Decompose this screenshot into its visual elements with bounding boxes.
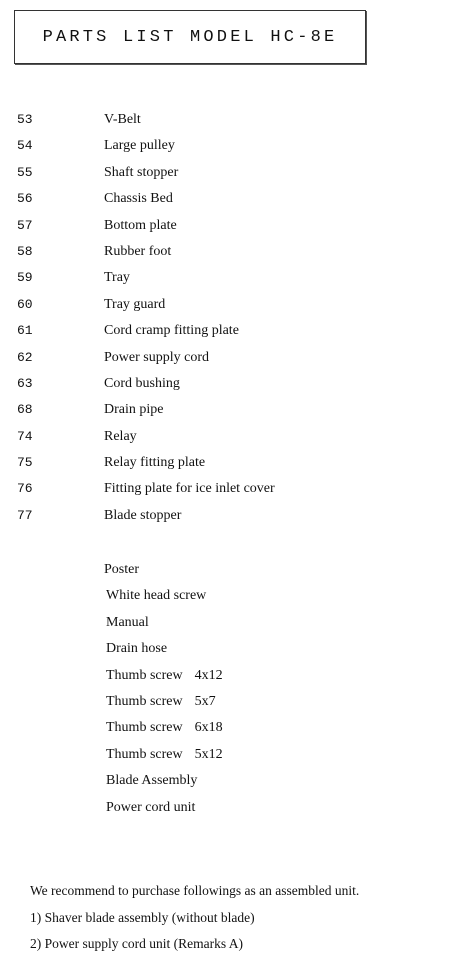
part-row xyxy=(0,133,472,159)
accessory-name: Poster xyxy=(104,562,139,577)
part-number: 62 xyxy=(17,349,33,365)
part-name: Cord cramp fitting plate xyxy=(104,323,239,339)
accessory-size: 5x7 xyxy=(194,693,216,709)
parts-list xyxy=(0,107,472,529)
accessory-item xyxy=(104,636,223,662)
accessory-item xyxy=(104,768,223,794)
accessory-name: Thumb screw xyxy=(106,693,183,709)
part-number: 53 xyxy=(17,112,33,127)
part-row xyxy=(0,107,472,133)
part-number: 55 xyxy=(17,164,33,180)
part-number: 54 xyxy=(17,138,33,154)
part-number: 56 xyxy=(17,191,33,207)
accessory-name: Power cord unit xyxy=(106,799,196,815)
accessory-item xyxy=(104,663,223,689)
part-number: 59 xyxy=(17,270,33,286)
part-row xyxy=(0,371,472,397)
part-name: Fitting plate for ice inlet cover xyxy=(104,481,275,497)
part-name: Rubber foot xyxy=(104,243,172,259)
part-number: 57 xyxy=(17,217,33,233)
accessory-list xyxy=(104,557,223,821)
part-name: Drain pipe xyxy=(104,402,164,418)
accessory-size: 6x18 xyxy=(194,720,223,736)
part-name: Chassis Bed xyxy=(104,191,173,207)
part-number: 75 xyxy=(17,455,33,471)
part-name: Relay xyxy=(104,428,137,444)
part-name: Tray guard xyxy=(104,296,166,312)
part-name: Tray xyxy=(104,270,130,286)
part-row xyxy=(0,160,472,186)
accessory-size: 4x12 xyxy=(194,667,223,683)
accessory-name: Thumb screw xyxy=(106,746,183,762)
accessory-name: White head screw xyxy=(106,588,207,604)
part-row xyxy=(0,476,472,502)
part-row xyxy=(0,292,472,318)
part-number: 76 xyxy=(17,481,33,497)
part-row xyxy=(0,450,472,476)
accessory-item xyxy=(104,715,223,741)
accessory-name: Drain hose xyxy=(106,641,168,657)
page-title: PARTS LIST MODEL HC-8E xyxy=(42,27,338,47)
part-row xyxy=(0,186,472,212)
part-number: 77 xyxy=(17,507,33,523)
accessory-name: Thumb screw xyxy=(106,667,183,683)
accessory-name: Manual xyxy=(106,614,149,630)
accessory-item xyxy=(104,742,223,768)
part-name: Large pulley xyxy=(104,138,175,154)
part-row xyxy=(0,503,472,529)
part-name: V-Belt xyxy=(104,112,141,127)
part-name: Power supply cord xyxy=(104,349,209,365)
part-row xyxy=(0,213,472,239)
part-row xyxy=(0,345,472,371)
part-number: 61 xyxy=(17,323,33,339)
accessory-size: 5x12 xyxy=(194,746,223,762)
part-number: 58 xyxy=(17,243,33,259)
part-number: 74 xyxy=(17,428,33,444)
accessory-item xyxy=(104,557,223,583)
part-row xyxy=(0,397,472,423)
part-row xyxy=(0,318,472,344)
accessory-item xyxy=(104,795,223,821)
part-number: 63 xyxy=(17,375,33,391)
part-name: Bottom plate xyxy=(104,217,177,233)
recommendation-item-2: 2) Power supply cord unit (Remarks A) xyxy=(30,936,243,951)
part-row xyxy=(0,239,472,265)
accessory-item xyxy=(104,689,223,715)
accessory-item xyxy=(104,610,223,636)
part-name: Shaft stopper xyxy=(104,164,179,180)
recommendation-note xyxy=(30,878,359,958)
recommendation-item-1: 1) Shaver blade assembly (without blade) xyxy=(30,909,255,925)
part-name: Cord bushing xyxy=(104,375,180,391)
recommendation-intro: We recommend to purchase followings as an assembled unit. xyxy=(30,883,360,898)
accessory-name: Blade Assembly xyxy=(106,773,198,789)
accessory-item xyxy=(104,583,223,609)
part-name: Blade stopper xyxy=(104,507,182,523)
part-row xyxy=(0,424,472,450)
part-name: Relay fitting plate xyxy=(104,455,206,471)
part-number: 68 xyxy=(17,402,33,418)
accessory-name: Thumb screw xyxy=(106,720,183,736)
title-box xyxy=(14,10,366,64)
part-number: 60 xyxy=(17,296,33,312)
part-row xyxy=(0,265,472,291)
